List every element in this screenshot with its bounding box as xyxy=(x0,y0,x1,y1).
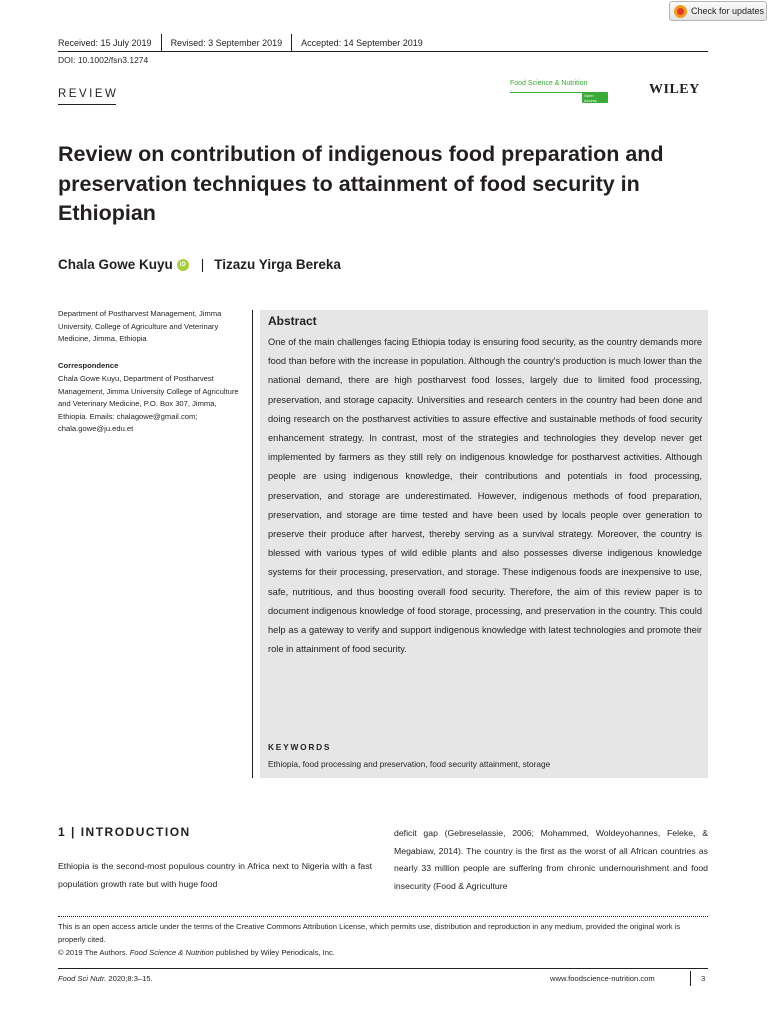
copyright xyxy=(58,947,708,960)
section-label: REVIEW xyxy=(58,88,119,100)
crossmark-icon xyxy=(674,5,687,18)
author-separator: | xyxy=(200,257,205,272)
footnote-divider xyxy=(58,916,708,917)
doi[interactable]: DOI: 10.1002/fsn3.1274 xyxy=(58,55,149,65)
header-rule xyxy=(58,51,708,52)
introduction-right-column: deficit gap (Gebreselassie, 2006; Mohammed, Woldeyohannes, Feleke, & Megabiaw, 2014). The country is the first as the worst of all African countries as nearly 33 million people are suffering from chronic undernourishment and food insecurity (Food & Agriculture xyxy=(394,828,708,891)
correspondence-heading: Correspondence xyxy=(58,361,119,370)
check-for-updates-label: Check for updates xyxy=(691,6,765,16)
check-for-updates-button[interactable] xyxy=(669,1,767,21)
author-name[interactable]: Chala Gowe Kuyu xyxy=(58,257,173,272)
copyright-suffix: published by Wiley Periodicals, Inc. xyxy=(215,948,335,957)
abstract-text: One of the main challenges facing Ethiopia today is ensuring food security, as the country demands more food than before with the increase in population. Although the country's production is much lower than the national demand, there are high postharvest food losses, largely due to limited food processing, preservation, and storage capacity. Universities and research centers in the country had been done and doing research on the postharvest activities to assure effective and sustainable methods of food security enhancement strategy. In contrast, most of the strategies and technologies they develop never get implemented by farmers as they still rely on indigenous knowledge for postharvest activities. Although people are using indigenous knowledge, their contributions and potentials in food processing, preservation, and storage are underestimated. However, indigenous methods of food preparation, preservation, and storage are time tested and have been used by locals people over generation to preserve their produce after harvest, thereby serving as a survival strategy. Moreover, the country is blessed with various types of wild edible plants and also possesses diverse indigenous knowledge systems for their processing, preservation, and storage. These indigenous foods are inexpensive to use, safe, nutritious, and thus boosting overall food security. Therefore, the aim of this review paper is to document indigenous knowledge of food storage, processing, and preservation in the country. This could help as a gateway to verify and support indigenous knowledge with latest technologies and promote their role in attainment of food security. xyxy=(268,337,702,655)
page-number: 3 xyxy=(701,974,706,983)
copyright-prefix: © 2019 The Authors. xyxy=(58,948,128,957)
license-text: This is an open access article under the terms of the Creative Commons Attribution License, which permits use, distribution and reproduction in any medium, provided the original work is properly cited. xyxy=(58,922,681,944)
abstract-heading: Abstract xyxy=(268,314,317,328)
introduction-left-column: Ethiopia is the second-most populous country in Africa next to Nigeria with a fast population growth rate but with huge food xyxy=(58,861,372,889)
citation-journal: Food Sci Nutr. xyxy=(58,974,107,983)
divider xyxy=(291,34,292,51)
introduction-heading: 1 | INTRODUCTION xyxy=(58,825,191,839)
received-date: Received: 15 July 2019 xyxy=(58,37,152,48)
keywords: Ethiopia, food processing and preservation, food security attainment, storage xyxy=(268,759,551,769)
divider xyxy=(161,34,162,51)
copyright-journal: Food Science & Nutrition xyxy=(129,948,214,957)
page-separator xyxy=(690,971,691,986)
author-name[interactable]: Tizazu Yirga Bereka xyxy=(214,257,341,272)
author-list xyxy=(58,257,341,272)
journal-logo xyxy=(510,80,608,103)
journal-website-link[interactable]: www.foodscience-nutrition.com xyxy=(550,974,655,983)
abstract-divider xyxy=(252,310,253,778)
open-access-badge: Open Access xyxy=(582,93,608,103)
affiliation: Department of Postharvest Management, Jimma University, College of Agriculture and Veterinary Medicine, Jimma, Ethiopia xyxy=(58,309,222,343)
accepted-date: Accepted: 14 September 2019 xyxy=(301,37,423,48)
article-title: Review on contribution of indigenous food preparation and preservation techniques to attainment of food security in Ethiopian xyxy=(58,142,664,225)
orcid-icon[interactable]: iD xyxy=(177,259,189,271)
citation xyxy=(58,974,153,983)
footer-rule xyxy=(58,968,708,969)
correspondence-text: Chala Gowe Kuyu, Department of Postharvest Management, Jimma University College of Agriculture and Veterinary Medicine, P.O. Box 307, Jimma, Ethiopia. Emails: chalagowe@gmail.com; chala.gowe@ju.edu.et xyxy=(58,374,239,433)
article-history xyxy=(58,34,432,51)
keywords-heading: KEYWORDS xyxy=(268,742,332,752)
journal-name: Food Science & Nutrition xyxy=(510,80,588,87)
citation-details: 2020;8:3–15. xyxy=(108,974,153,983)
section-underline xyxy=(58,104,116,105)
revised-date: Revised: 3 September 2019 xyxy=(170,37,283,48)
publisher-logo: WILEY xyxy=(649,82,700,97)
